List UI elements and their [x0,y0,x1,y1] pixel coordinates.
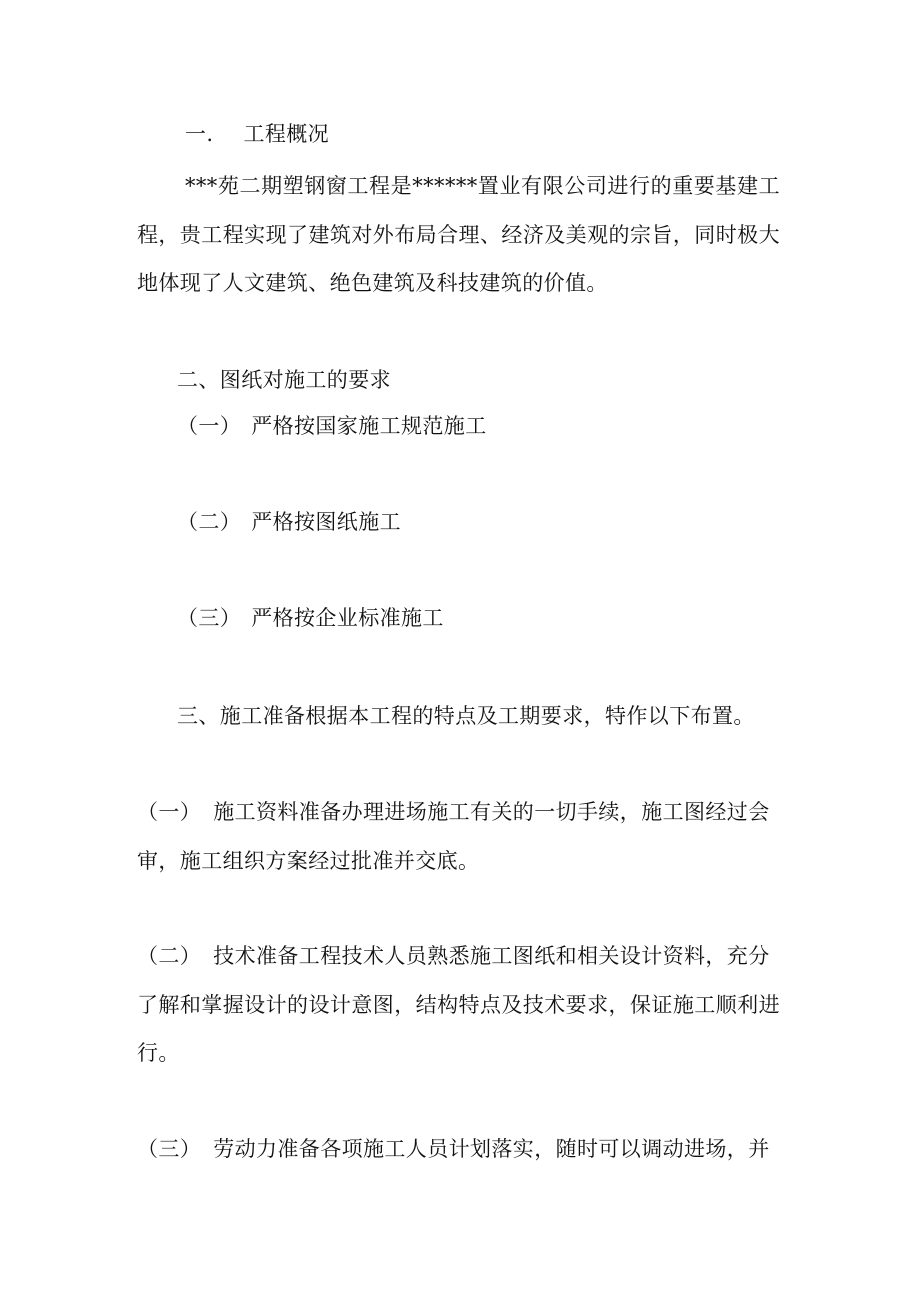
section-2-item-2-number: （二） [177,510,242,534]
section-1-paragraph-line-3: 地体现了人文建筑、绝色建筑及科技建筑的价值。 [137,271,608,295]
section-2-item-2 [177,512,401,533]
section-3-item-1-text: 施工资料准备办理进场施工有关的一切手续，施工图经过会 [213,800,770,824]
section-2-item-1-number: （一） [177,414,242,438]
section-1-heading-number: 一. [185,122,214,146]
section-3-heading: 三、施工准备根据本工程的特点及工期要求，特作以下布置。 [177,704,755,728]
section-2-item-3 [177,608,444,629]
section-3-item-2-line-1 [137,946,780,967]
section-1-paragraph-line-2: 程，贵工程实现了建筑对外布局合理、经济及美观的宗旨，同时极大 [137,223,780,247]
section-3-item-2-line-2: 了解和掌握设计的设计意图，结构特点及技术要求，保证施工顺利进 [137,993,780,1017]
section-1-paragraph-line-1: ***苑二期塑钢窗工程是******置业有限公司进行的重要基建工 [185,174,780,198]
section-2-item-3-text: 严格按企业标准施工 [251,606,444,630]
section-1-heading-text: 工程概况 [243,122,330,146]
section-3-item-3-line-1 [137,1139,780,1160]
section-3-item-2-number: （二） [137,944,202,968]
section-3-item-1-number: （一） [137,800,202,824]
section-1-heading [185,124,329,145]
section-3-item-1-line-2: 审，施工组织方案经过批准并交底。 [137,849,480,873]
section-3-item-3-text: 劳动力准备各项施工人员计划落实，随时可以调动进场，并 [213,1137,770,1161]
section-2-item-1-text: 严格按国家施工规范施工 [251,414,487,438]
section-2-item-2-text: 严格按图纸施工 [251,510,402,534]
section-2-heading: 二、图纸对施工的要求 [177,368,391,392]
section-3-item-2-text: 技术准备工程技术人员熟悉施工图纸和相关设计资料，充分 [213,944,770,968]
section-2-item-1 [177,416,487,437]
section-2-item-3-number: （三） [177,606,242,630]
section-3-item-3-number: （三） [137,1137,202,1161]
section-3-item-2-line-3: 行。 [137,1041,180,1065]
section-3-item-1-line-1 [137,802,780,823]
